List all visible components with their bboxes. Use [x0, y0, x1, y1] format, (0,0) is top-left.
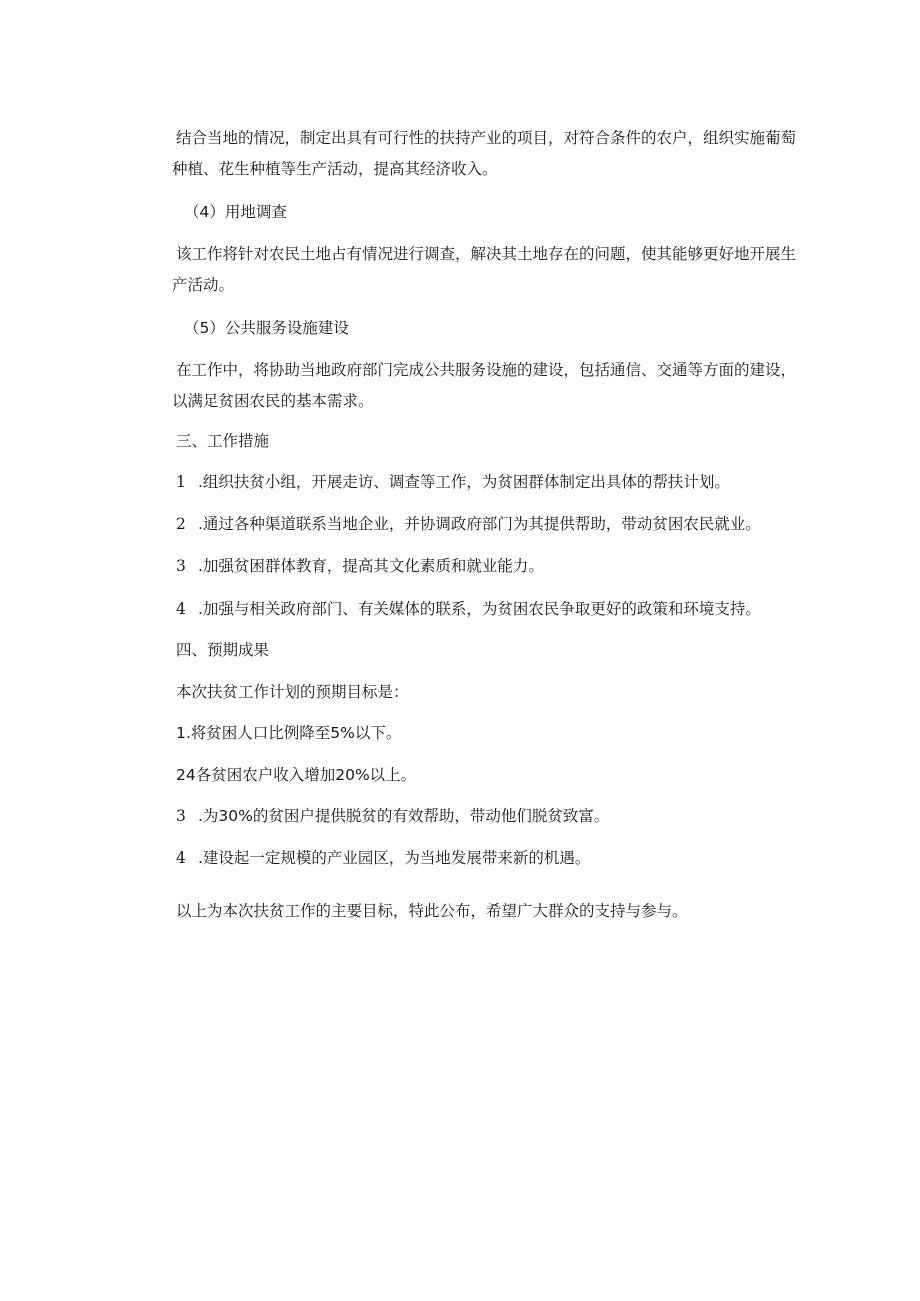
goal-item: 1.将贫困人口比例降至5%以下。 [176, 724, 402, 742]
paragraph-line: 结合当地的情况，制定出具有可行性的扶持产业的项目，对符合条件的农户，组织实施葡萄 [176, 129, 797, 147]
measure-text: .加强贫困群体教育，提高其文化素质和就业能力。 [198, 557, 544, 575]
paragraph-public-services [172, 355, 816, 417]
measure-item [176, 551, 816, 582]
paragraph-land-survey [172, 239, 816, 301]
measure-item [176, 594, 816, 625]
goal-item [176, 843, 816, 874]
measure-number: 4 [176, 600, 186, 618]
section-title-measures: 三、工作措施 [176, 432, 270, 450]
goal-text: .建设起一定规模的产业园区，为当地发展带来新的机遇。 [198, 849, 591, 867]
closing-statement: 以上为本次扶贫工作的主要目标，特此公布，希望广大群众的支持与参与。 [176, 902, 688, 920]
paragraph-line: 以满足贫困农民的基本需求。 [172, 392, 374, 410]
measure-text: .通过各种渠道联系当地企业，并协调政府部门为其提供帮助，带动贫困农民就业。 [198, 515, 761, 533]
paragraph-line: 产活动。 [172, 276, 235, 294]
section-title-outcomes: 四、预期成果 [176, 641, 270, 659]
measure-text: .加强与相关政府部门、有关媒体的联系，为贫困农民争取更好的政策和环境支持。 [198, 600, 761, 618]
subheading-public-services: （5）公共服务设施建设 [184, 319, 349, 337]
paragraph-industry [172, 123, 816, 185]
goal-number: 3 [176, 807, 186, 825]
goal-item: 24各贫困农户收入增加20%以上。 [176, 766, 417, 784]
goal-item [176, 801, 816, 832]
measure-number: 1 [176, 473, 186, 491]
goals-intro: 本次扶贫工作计划的预期目标是： [176, 683, 409, 701]
measure-number: 2 [176, 515, 186, 533]
measure-number: 3 [176, 557, 186, 575]
measure-item [176, 509, 816, 540]
subheading-land-survey: （4）用地调查 [184, 203, 287, 221]
paragraph-line: 该工作将针对农民土地占有情况进行调查，解决其土地存在的问题，使其能够更好地开展生 [176, 245, 797, 263]
goal-number: 4 [176, 849, 186, 867]
paragraph-line: 种植、花生种植等生产活动，提高其经济收入。 [172, 160, 498, 178]
measure-item [176, 467, 816, 498]
goal-text: .为30%的贫困户提供脱贫的有效帮助，带动他们脱贫致富。 [198, 807, 610, 825]
paragraph-line: 在工作中，将协助当地政府部门完成公共服务设施的建设，包括通信、交通等方面的建设， [176, 361, 797, 379]
measure-text: .组织扶贫小组，开展走访、调查等工作，为贫困群体制定出具体的帮扶计划。 [198, 473, 730, 491]
